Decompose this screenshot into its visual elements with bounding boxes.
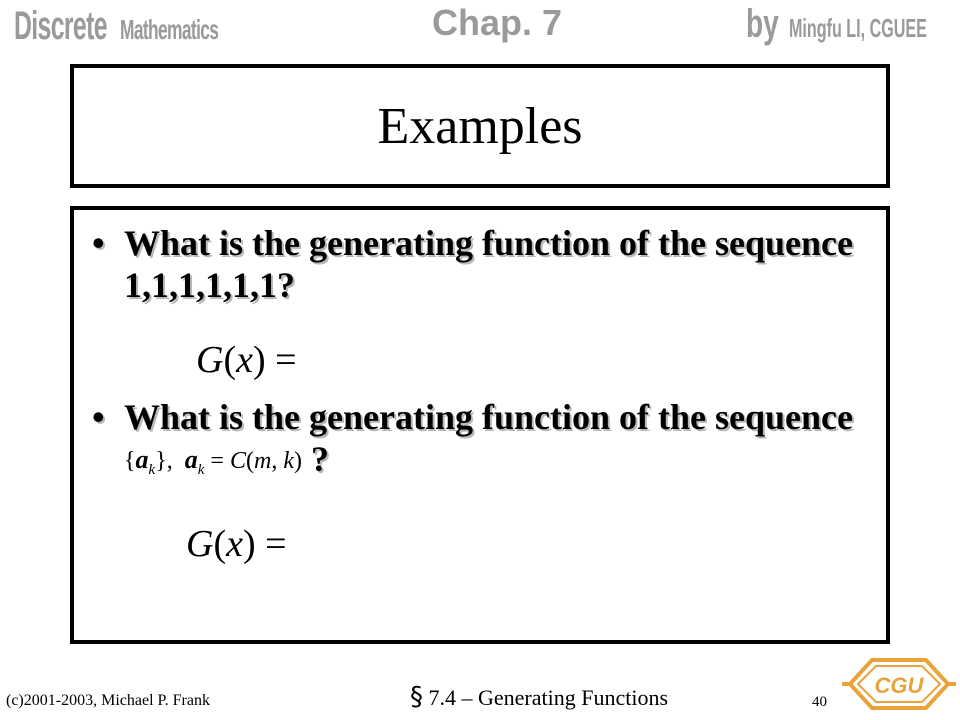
formula-1 <box>196 338 297 382</box>
chapter-label: Chap. 7 <box>432 2 563 43</box>
footer-section <box>410 682 668 712</box>
author-by: by <box>746 2 779 46</box>
formula-2 <box>186 522 287 566</box>
slide-title: Examples <box>377 97 583 155</box>
formula-1-eq: = <box>265 339 297 381</box>
bullet-2 <box>92 396 886 491</box>
course-name <box>14 4 279 48</box>
course-name-big: Discrete <box>14 4 107 48</box>
inline-sequence-formula: $\{a_k\}$, $a_k = C(m$, k) <box>124 445 302 478</box>
section-symbol-icon: § <box>410 682 423 712</box>
footer-section-title: 7.4 – Generating Functions <box>423 685 669 710</box>
footer-copyright: (c)2001-2003, Michael P. Frank <box>6 692 210 709</box>
formula-2-arg: (x) <box>213 523 256 565</box>
author-label <box>746 2 960 47</box>
bullet-2-text-before: What is the generating function of the sequence <box>124 397 853 437</box>
bullet-1-text: What is the generating function of the sequence 1,1,1,1,1,1? <box>124 223 853 305</box>
bullet-marker-icon: • <box>92 223 105 263</box>
bullet-marker-icon: • <box>92 397 105 437</box>
author-name: Mingfu LI, CGUEE <box>789 13 928 43</box>
cgu-logo-icon <box>842 652 956 716</box>
slide-content-box <box>70 206 890 644</box>
formula-2-eq: = <box>255 523 287 565</box>
bullet-1 <box>92 222 886 306</box>
formula-1-arg: (x) <box>223 339 266 381</box>
logo-text: CGU <box>874 673 924 698</box>
bullet-2-text-after: ? <box>301 439 329 479</box>
course-name-small: Mathematics <box>119 14 219 45</box>
formula-1-lhs: G <box>196 339 224 381</box>
page-number: 40 <box>812 694 827 710</box>
slide-title-box <box>70 64 890 188</box>
bullet-2-text <box>124 396 886 491</box>
formula-2-lhs: G <box>186 523 214 565</box>
